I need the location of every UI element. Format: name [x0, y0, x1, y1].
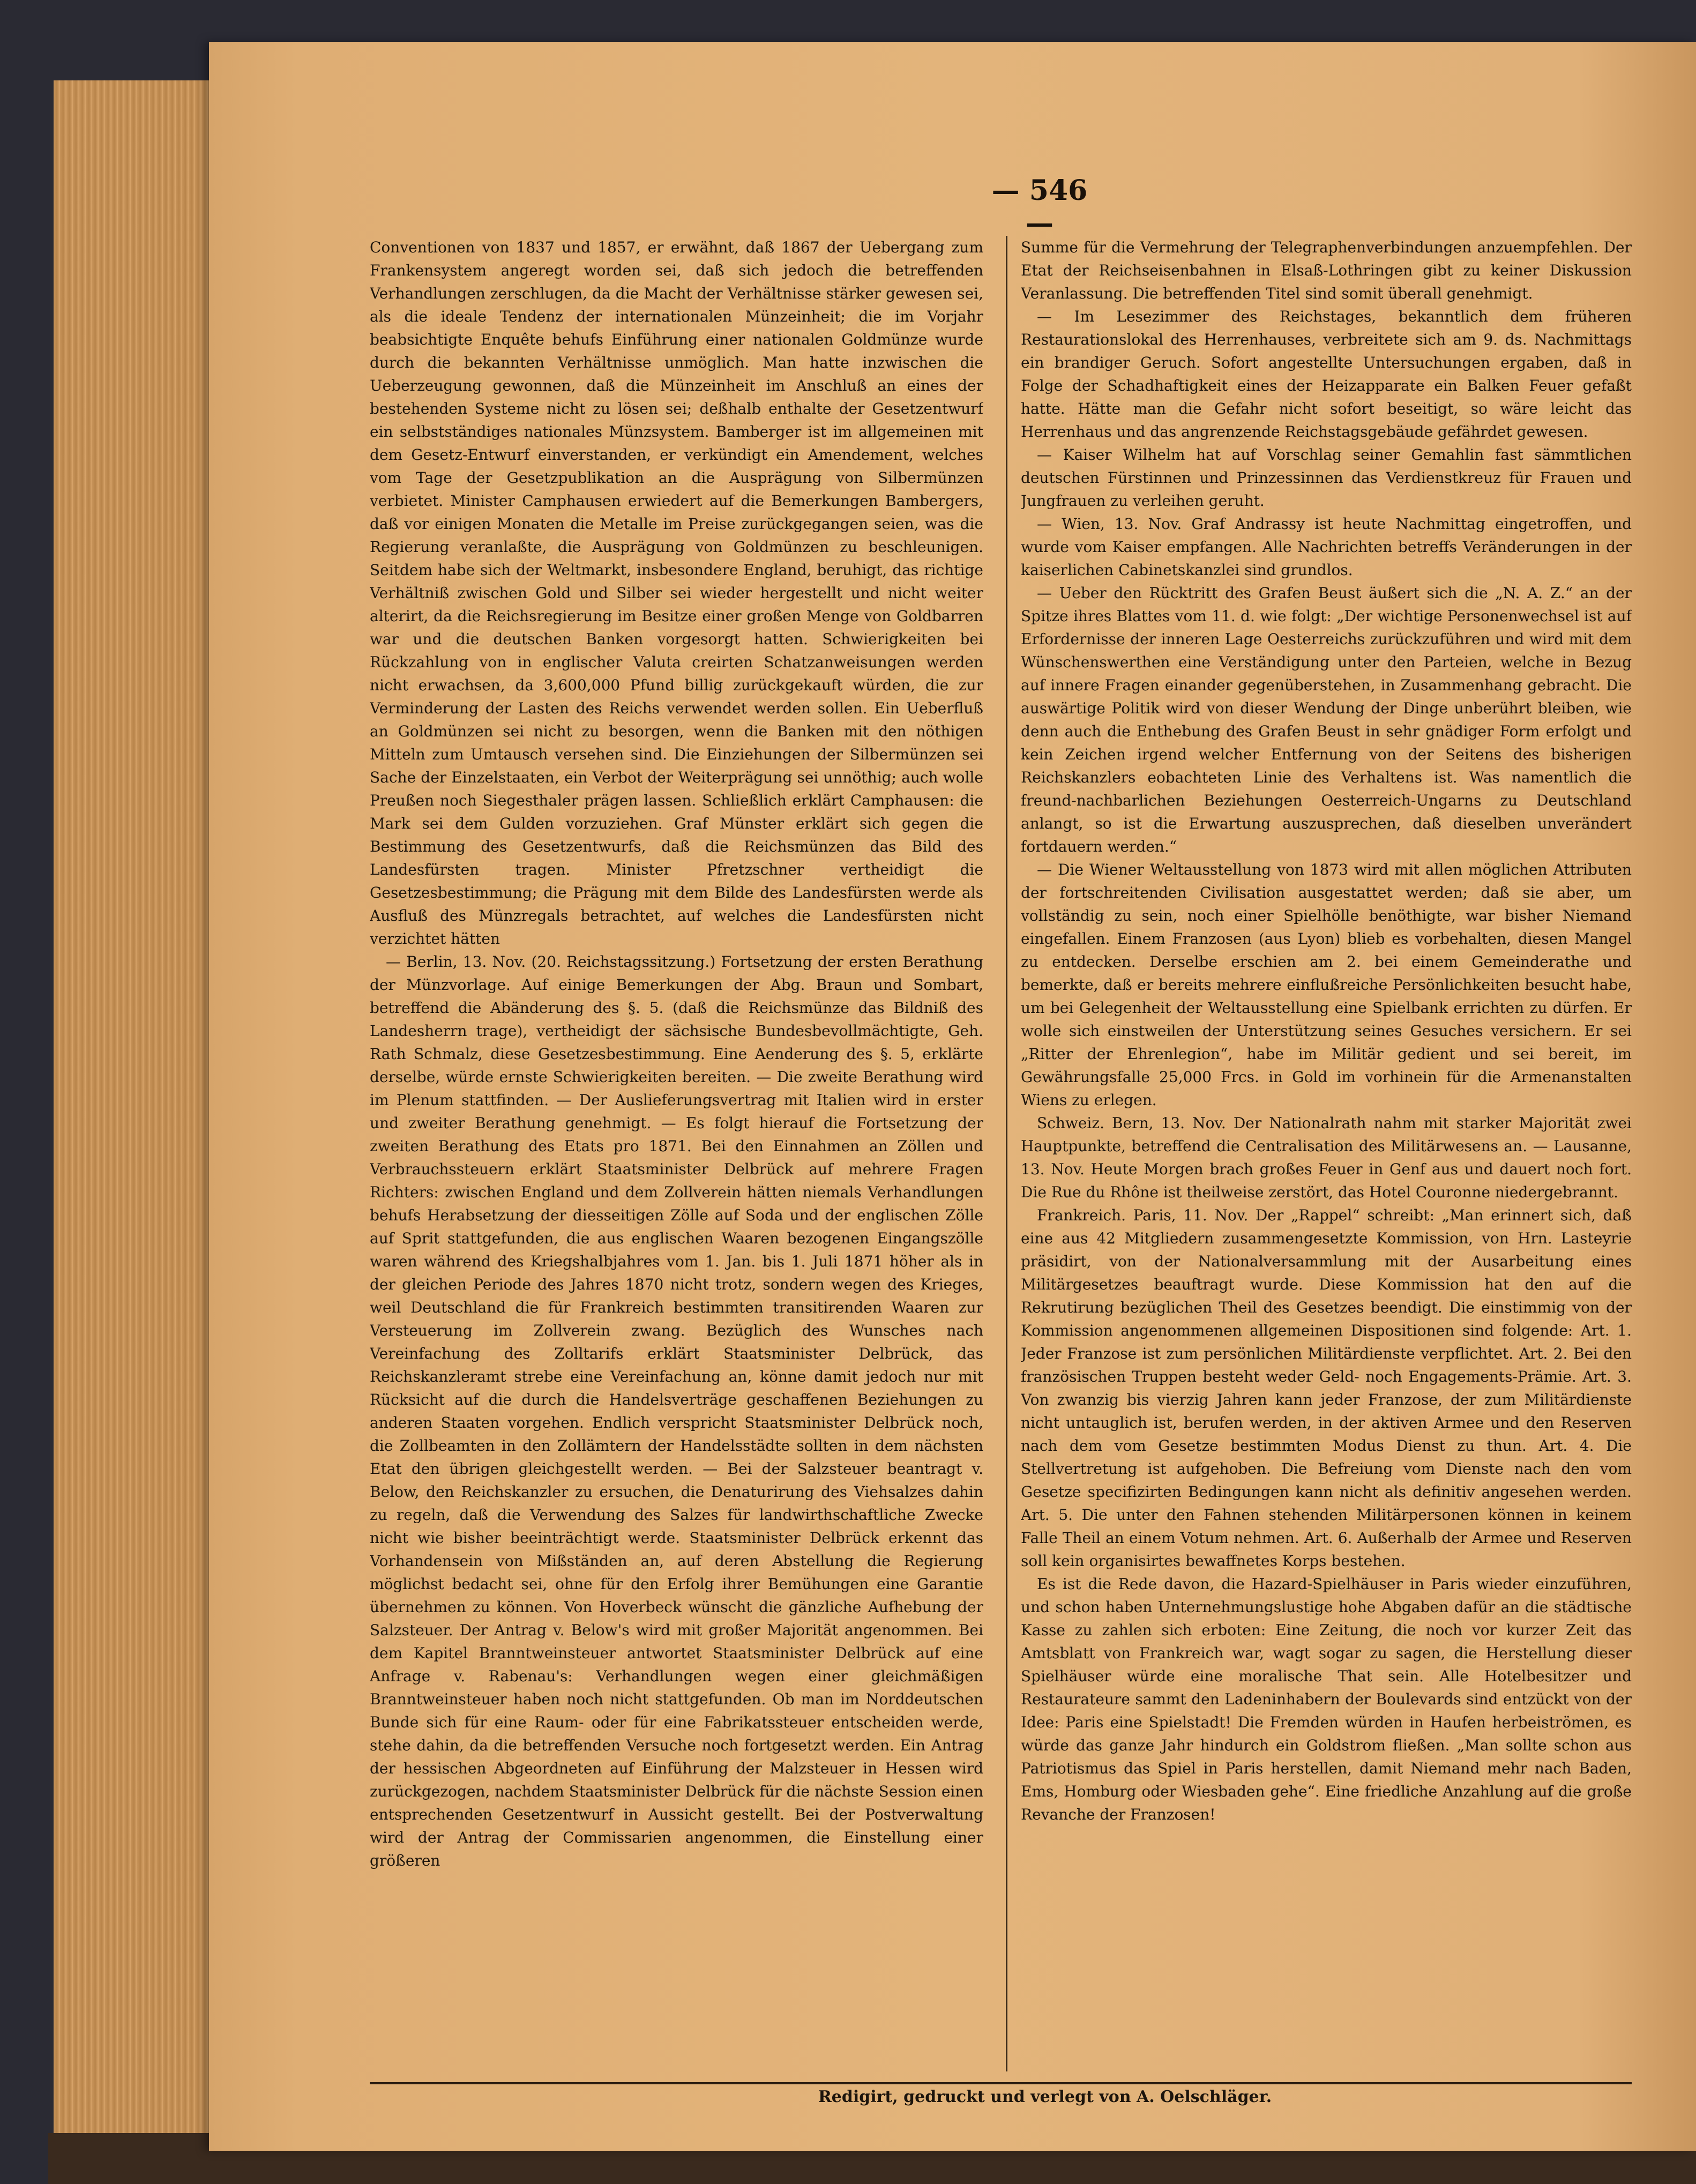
paragraph: — Die Wiener Weltausstellung von 1873 wird mit allen möglichen Attributen der fortschreitenden Civilisation ausgestattet werden; daß sie aber, um vollständig zu sein, noch einer Spielhölle benöthigte, war bisher Niemand eingefallen. Einem Franzosen (aus Lyon) blieb es vorbehalten, diesen Mangel zu entdecken. Derselbe erschien am 2. bei einem Gemeinderathe und bemerkte, daß er bereits mehrere einflußreiche Persönlichkeiten besucht habe, um bei Gelegenheit der Weltausstellung eine Spielbank errichten zu dürfen. Er wolle sich einstweilen der Unterstützung seines Gesuches versichern. Er sei „Ritter der Ehrenlegion“, habe im Militär gedient und sei bereit, im Gewährungsfalle 25,000 Frcs. in Gold im vorhinein für die Armenanstalten Wiens zu erlegen.	[1021, 861, 1632, 1109]
footer-rule	[370, 2082, 1632, 2084]
paragraph: Summe für die Vermehrung der Telegraphenverbindungen anzuempfehlen. Der Etat der Reichseisenbahnen in Elsaß-Lothringen gibt zu keiner Diskussion Veranlassung. Die betreffenden Titel sind somit überall genehmigt.	[1021, 238, 1632, 302]
paragraph: — Wien, 13. Nov. Graf Andrassy ist heute Nachmittag eingetroffen, und wurde vom Kaiser empfangen. Alle Nachrichten betreffs Veränderungen in der kaiserlichen Cabinetskanzlei sind grundlos.	[1021, 515, 1632, 579]
page-number: — 546 —	[991, 174, 1088, 240]
paragraph: Frankreich. Paris, 11. Nov. Der „Rappel“ schreibt: „Man erinnert sich, daß eine aus 42 Mitgliedern zusammengesetzte Kommission, von Hrn. Lasteyrie präsidirt, von der Nationalversammlung mit der Ausarbeitung eines Militärgesetzes beauftragt wurde. Diese Kommission hat den auf die Rekrutirung bezüglichen Theil des Gesetzes beendigt. Die einstimmig von der Kommission angenommenen allgemeinen Dispositionen sind folgende: Art. 1. Jeder Franzose ist zum persönlichen Militärdienste verpflichtet. Art. 2. Bei den französischen Truppen besteht weder Geld- noch Engagements-Prämie. Art. 3. Von zwanzig bis vierzig Jahren kann jeder Franzose, der zum Militärdienste nicht untauglich ist, berufen werden, in der aktiven Armee und den Reserven nach dem vom Gesetze bestimmten Modus Dienst zu thun. Art. 4. Die Stellvertretung ist aufgehoben. Die Befreiung vom Dienste nach den vom Gesetze specifizirten Bedingungen kann nicht als definitiv angesehen werden. Art. 5. Die unter den Fahnen stehenden Militärpersonen können in keinem Falle Theil an einem Votum nehmen. Art. 6. Außerhalb der Armee und Reserven soll kein organisirtes bewaffnetes Korps bestehen.	[1021, 1206, 1632, 1570]
right-column	[1021, 236, 1632, 2071]
imprint-footer: Redigirt, gedruckt und verlegt von A. Oelschläger.	[818, 2088, 1272, 2106]
paragraph: Es ist die Rede davon, die Hazard-Spielhäuser in Paris wieder einzuführen, und schon haben Unternehmungslustige hohe Abgaben dafür an die städtische Kasse zu zahlen sich erboten: Eine Zeitung, die noch vor kurzer Zeit das Amtsblatt von Frankreich war, wagt sogar zu sagen, die Herstellung dieser Spielhäuser würde eine moralische That sein. Alle Hotelbesitzer und Restaurateure sammt den Ladeninhabern der Boulevards sind entzückt von der Idee: Paris eine Spielstadt! Die Fremden würden in Haufen herbeiströmen, es würde das ganze Jahr hindurch ein Goldstrom fließen. „Man sollte schon aus Patriotismus das Spiel in Paris herstellen, damit Niemand mehr nach Baden, Ems, Homburg oder Wiesbaden gehe“. Eine friedliche Anzahlung auf die große Revanche der Franzosen!	[1021, 1575, 1632, 1823]
book-page-stack	[54, 80, 214, 2155]
paragraph: Conventionen von 1837 und 1857, er erwähnt, daß 1867 der Uebergang zum Frankensystem angeregt worden sei, daß sich jedoch die betreffenden Verhandlungen zerschlugen, da die Macht der Verhältnisse stärker gewesen sei, als die ideale Tendenz der internationalen Münzeinheit; die im Vorjahr beabsichtigte Enquête behufs Einführung einer nationalen Goldmünze wurde durch die bekannten Verhältnisse unmöglich. Man hatte inzwischen die Ueberzeugung gewonnen, daß die Münzeinheit im Anschluß an eines der bestehenden Systeme nicht zu lösen sei; deßhalb enthalte der Gesetzentwurf ein selbstständiges nationales Münzsystem. Bamberger ist im allgemeinen mit dem Gesetz-Entwurf einverstanden, er verkündigt ein Amendement, welches vom Tage der Gesetzpublikation an die Ausprägung von Silbermünzen verbietet. Minister Camphausen erwiedert auf die Bemerkungen Bambergers, daß vor einigen Monaten die Metalle im Preise zurückgegangen seien, was die Regierung veranlaßte, die Ausprägung von Goldmünzen zu beschleunigen. Seitdem habe sich der Weltmarkt, insbesondere England, beruhigt, das richtige Verhältniß zwischen Gold und Silber sei wieder hergestellt und nicht weiter alterirt, da die Reichsregierung im Besitze einer großen Menge von Goldbarren war und die deutschen Banken vorgesorgt hatten. Schwierigkeiten bei Rückzahlung von in englischer Valuta creirten Schatzanweisungen werden nicht erwachsen, da 3,600,000 Pfund billig zurückgekauft würden, die zur Verminderung der Lasten des Reichs verwendet werden sollen. Ein Ueberfluß an Goldmünzen sei nicht zu besorgen, wenn die Banken mit den nöthigen Mitteln zum Umtausch versehen sind. Die Einziehungen der Silbermünzen sei Sache der Einzelstaaten, ein Verbot der Weiterprägung sei unnöthig; auch wolle Preußen noch Siegesthaler prägen lassen. Schließlich erklärt Camphausen: die Mark sei dem Gulden vorzuziehen. Graf Münster erklärt sich gegen die Bestimmung des Gesetzentwurfs, daß die Reichsmünzen das Bild des Landesfürsten tragen. Minister Pfretzschner vertheidigt die Gesetzesbestimmung; die Prägung mit dem Bilde des Landesfürsten werde als Ausfluß des Münzregals betrachtet, auf welches die Landesfürsten nicht verzichtet hätten	[370, 238, 983, 948]
left-column	[370, 236, 983, 2071]
paragraph: Schweiz. Bern, 13. Nov. Der Nationalrath nahm mit starker Majorität zwei Hauptpunkte, betreffend die Centralisation des Militärwesens an. — Lausanne, 13. Nov. Heute Morgen brach großes Feuer in Genf aus und dauert noch fort. Die Rue du Rhône ist theilweise zerstört, das Hotel Couronne niedergebrannt.	[1021, 1114, 1632, 1201]
paragraph: — Im Lesezimmer des Reichstages, bekanntlich dem früheren Restaurationslokal des Herrenhauses, verbreitete sich am 9. ds. Nachmittags ein brandiger Geruch. Sofort angestellte Untersuchungen ergaben, daß in Folge der Schadhaftigkeit eines der Heizapparate ein Balken Feuer gefaßt hatte. Hätte man die Gefahr nicht sofort beseitigt, so wäre leicht das Herrenhaus und das angrenzende Reichstagsgebäude gefährdet gewesen.	[1021, 308, 1632, 441]
paragraph: — Kaiser Wilhelm hat auf Vorschlag seiner Gemahlin fast sämmtlichen deutschen Fürstinnen und Prinzessinnen das Verdienstkreuz für Frauen und Jungfrauen zu verleihen geruht.	[1021, 446, 1632, 510]
paragraph: — Ueber den Rücktritt des Grafen Beust äußert sich die „N. A. Z.“ an der Spitze ihres Blattes vom 11. d. wie folgt: „Der wichtige Personenwechsel ist auf Erfordernisse der inneren Lage Oesterreichs zurückzuführen und wird mit dem Wünschenswerthen eine Verständigung unter den Parteien, welche in Bezug auf innere Fragen einander gegenüberstehen, in Zusammenhang gebracht. Die auswärtige Politik wird von dieser Wendung der Dinge unberührt bleiben, wie denn auch die Enthebung des Grafen Beust in sehr gnädiger Form erfolgt und kein Zeichen irgend welcher Entfernung von der Seitens des bisherigen Reichskanzlers eobachteten Linie des Verhaltens ist. Was namentlich die freund-nachbarlichen Beziehungen Oesterreich-Ungarns zu Deutschland anlangt, so ist die Erwartung auszusprechen, daß dieselben unverändert fortdauern werden.“	[1021, 584, 1632, 855]
paragraph: — Berlin, 13. Nov. (20. Reichstagssitzung.) Fortsetzung der ersten Berathung der Münzvorlage. Auf einige Bemerkungen der Abg. Braun und Sombart, betreffend die Abänderung des §. 5. (daß die Reichsmünze das Bildniß des Landesherrn trage), vertheidigt der sächsische Bundesbevollmächtigte, Geh. Rath Schmalz, diese Gesetzesbestimmung. Eine Aenderung des §. 5, erklärte derselbe, würde ernste Schwierigkeiten bereiten. — Die zweite Berathung wird im Plenum stattfinden. — Der Auslieferungsvertrag mit Italien wird in erster und zweiter Berathung genehmigt. — Es folgt hierauf die Fortsetzung der zweiten Berathung des Etats pro 1871. Bei den Einnahmen an Zöllen und Verbrauchssteuern erklärt Staatsminister Delbrück auf mehrere Fragen Richters: zwischen England und dem Zollverein hätten niemals Verhandlungen behufs Herabsetzung der diesseitigen Zölle auf Soda und der englischen Zölle auf Sprit stattgefunden, die aus englischen Waaren bezogenen Eingangszölle waren während des Kriegshalbjahres vom 1. Jan. bis 1. Juli 1871 höher als in der gleichen Periode des Jahres 1870 nicht trotz, sondern wegen des Krieges, weil Deutschland die für Frankreich bestimmten transitirenden Waaren zur Versteuerung im Zollverein zwang. Bezüglich des Wunsches nach Vereinfachung des Zolltarifs erklärt Staatsminister Delbrück, das Reichskanzleramt strebe eine Vereinfachung an, könne damit jedoch nur mit Rücksicht auf die durch die Handelsverträge geschaffenen Beziehungen zu anderen Staaten vorgehen. Endlich verspricht Staatsminister Delbrück noch, die Zollbeamten in den Zollämtern der Handelsstädte sollten in dem nächsten Etat den übrigen gleichgestellt werden. — Bei der Salzsteuer beantragt v. Below, den Reichskanzler zu ersuchen, die Denaturirung des Viehsalzes dahin zu regeln, daß die Verwendung des Salzes für landwirthschaftliche Zwecke nicht wie bisher beeinträchtigt werde. Staatsminister Delbrück erkennt das Vorhandensein von Mißständen an, auf deren Abstellung die Regierung möglichst bedacht sei, ohne für den Erfolg ihrer Bemühungen eine Garantie übernehmen zu können. Von Hoverbeck wünscht die gänzliche Aufhebung der Salzsteuer. Der Antrag v. Below's wird mit großer Majorität angenommen. Bei dem Kapitel Branntweinsteuer antwortet Staatsminister Delbrück auf eine Anfrage v. Rabenau's: Verhandlungen wegen einer gleichmäßigen Branntweinsteuer haben noch nicht stattgefunden. Ob man im Norddeutschen Bunde sich für eine Raum- oder für eine Fabrikatssteuer entscheiden werde, stehe dahin, da die betreffenden Versuche noch fortgesetzt werden. Ein Antrag der hessischen Abgeordneten auf Einführung der Malzsteuer in Hessen wird zurückgezogen, nachdem Staatsminister Delbrück für die nächste Session einen entsprechenden Gesetzentwurf in Aussicht gestellt. Bei der Postverwaltung wird der Antrag der Commissarien angenommen, die Einstellung einer größeren	[370, 953, 983, 1869]
column-divider	[1006, 236, 1007, 2071]
